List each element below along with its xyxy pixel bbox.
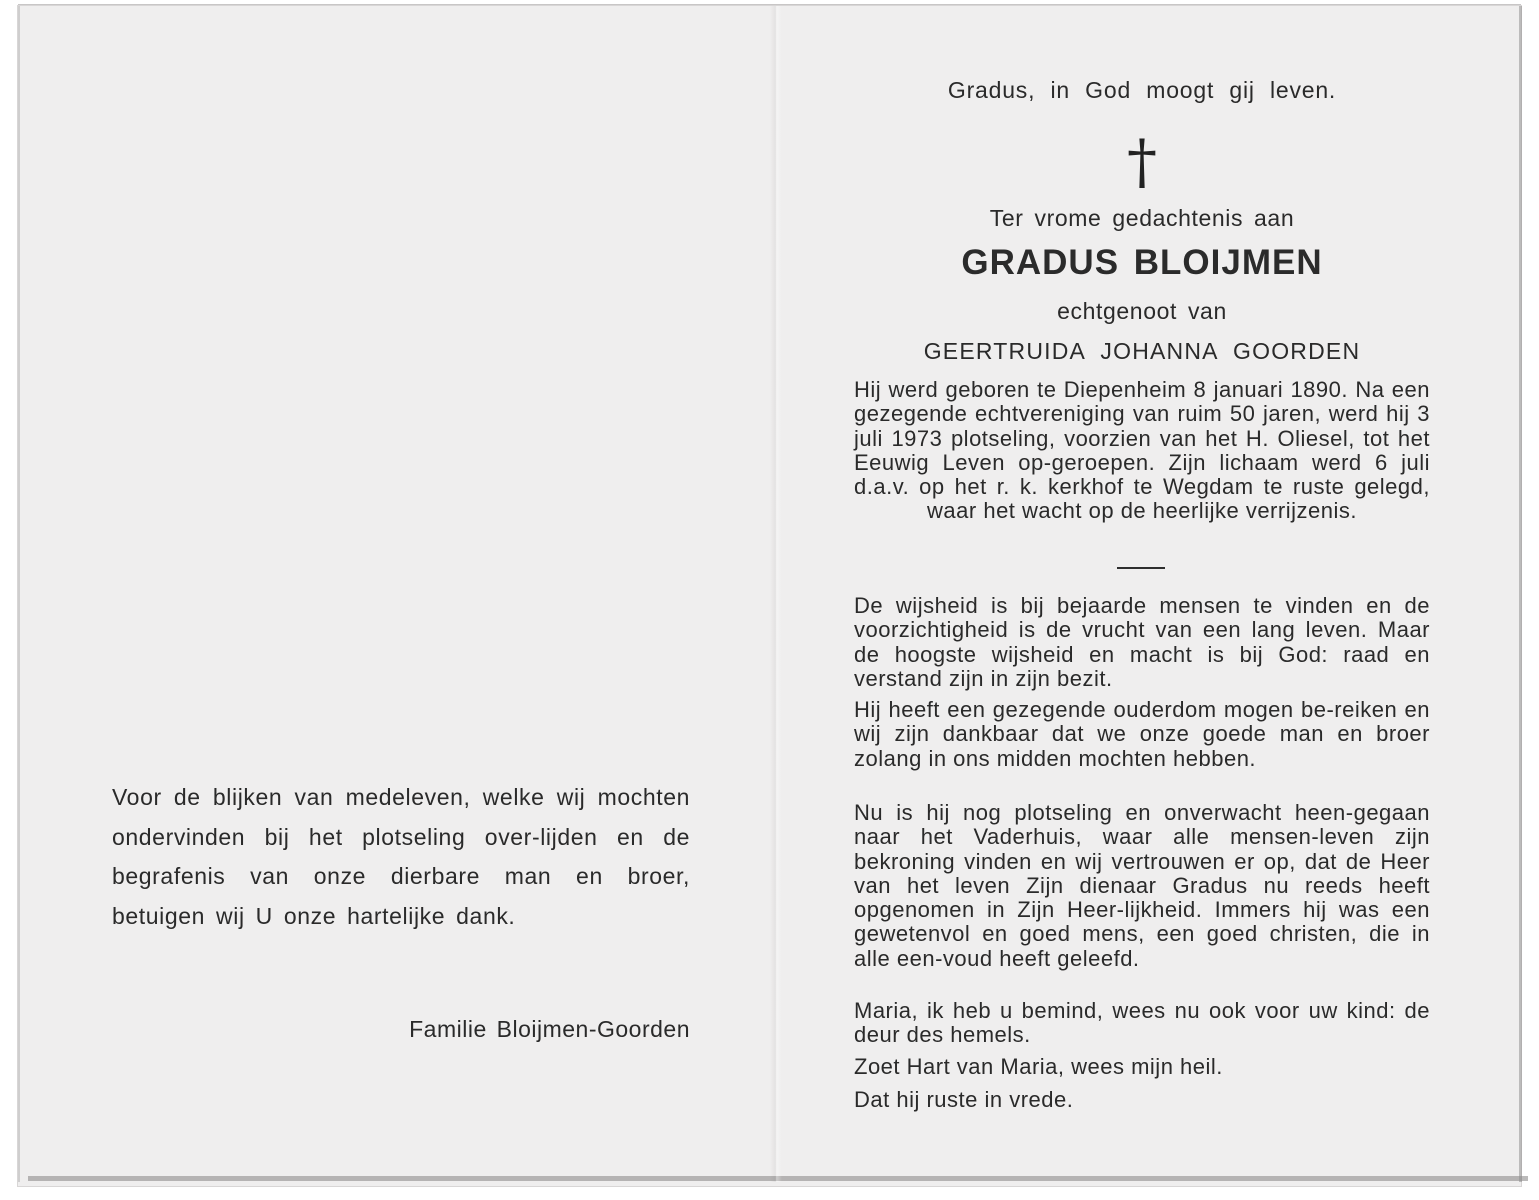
cross-icon: † bbox=[1127, 127, 1157, 197]
card-right-edge bbox=[1519, 6, 1522, 1182]
motto: Gradus, in God moogt gij leven. bbox=[947, 77, 1337, 103]
verse-paragraph: De wijsheid is bij bejaarde mensen te vinden en de voorzichtigheid is de vrucht van een lang leven. Maar de hoogste wijsheid en macht is bij God: raad en verstand zijn in zijn bezit. bbox=[854, 593, 1430, 691]
spouse-name: GEERTRUIDA JOHANNA GOORDEN bbox=[923, 338, 1361, 364]
biography: Hij werd geboren te Diepenheim 8 januari 1890. Na een gezegende echtvereniging van ruim 50 jaren, werd hij 3 juli 1973 plotseling, voorzien van het H. Oliesel, tot het Eeuwig Leven op-geroepen. Zijn lichaam werd 6 juli d.a.v. op het r. k. kerkhof te Wegdam te ruste gelegd, waar het wacht op de heerlijke verrijzenis. bbox=[854, 377, 1430, 524]
family-signature: Familie Bloijmen-Goorden bbox=[409, 1016, 690, 1042]
thank-you-text: Voor de blijken van medeleven, welke wij mochten ondervinden bij het plotseling over-lijden en de begrafenis van onze dierbare man en broer, betuigen wij U onze hartelijke dank. bbox=[112, 784, 690, 929]
verse-paragraph: Hij heeft een gezegende ouderdom mogen be-reiken en wij zijn dankbaar dat we onze goede man en broer zolang in ons midden mochten hebben. bbox=[854, 697, 1430, 771]
spouse-label: echtgenoot van bbox=[1057, 298, 1227, 324]
section-divider bbox=[1117, 567, 1165, 569]
verse-paragraph: Dat hij ruste in vrede. bbox=[854, 1087, 1074, 1112]
verse-paragraph: Nu is hij nog plotseling en onverwacht heen-gegaan naar het Vaderhuis, waar alle mensen-leven zijn bekroning vinden en wij vertrouwen er op, dat de Heer van het leven Zijn dienaar Gradus nu reeds heeft opgenomen in Zijn Heer-lijkheid. Immers hij was een gewetenvol en goed mens, een goed christen, die in alle een-voud heeft geleefd. bbox=[854, 800, 1430, 971]
center-fold bbox=[770, 6, 782, 1182]
verse-paragraph: Zoet Hart van Maria, wees mijn heil. bbox=[854, 1054, 1223, 1079]
deceased-name: GRADUS BLOIJMEN bbox=[961, 243, 1323, 282]
verse-paragraph: Maria, ik heb u bemind, wees nu ook voor uw kind: de deur des hemels. bbox=[854, 998, 1430, 1048]
memorial-intro: Ter vrome gedachtenis aan bbox=[989, 205, 1295, 231]
card-left-edge bbox=[18, 6, 20, 1182]
